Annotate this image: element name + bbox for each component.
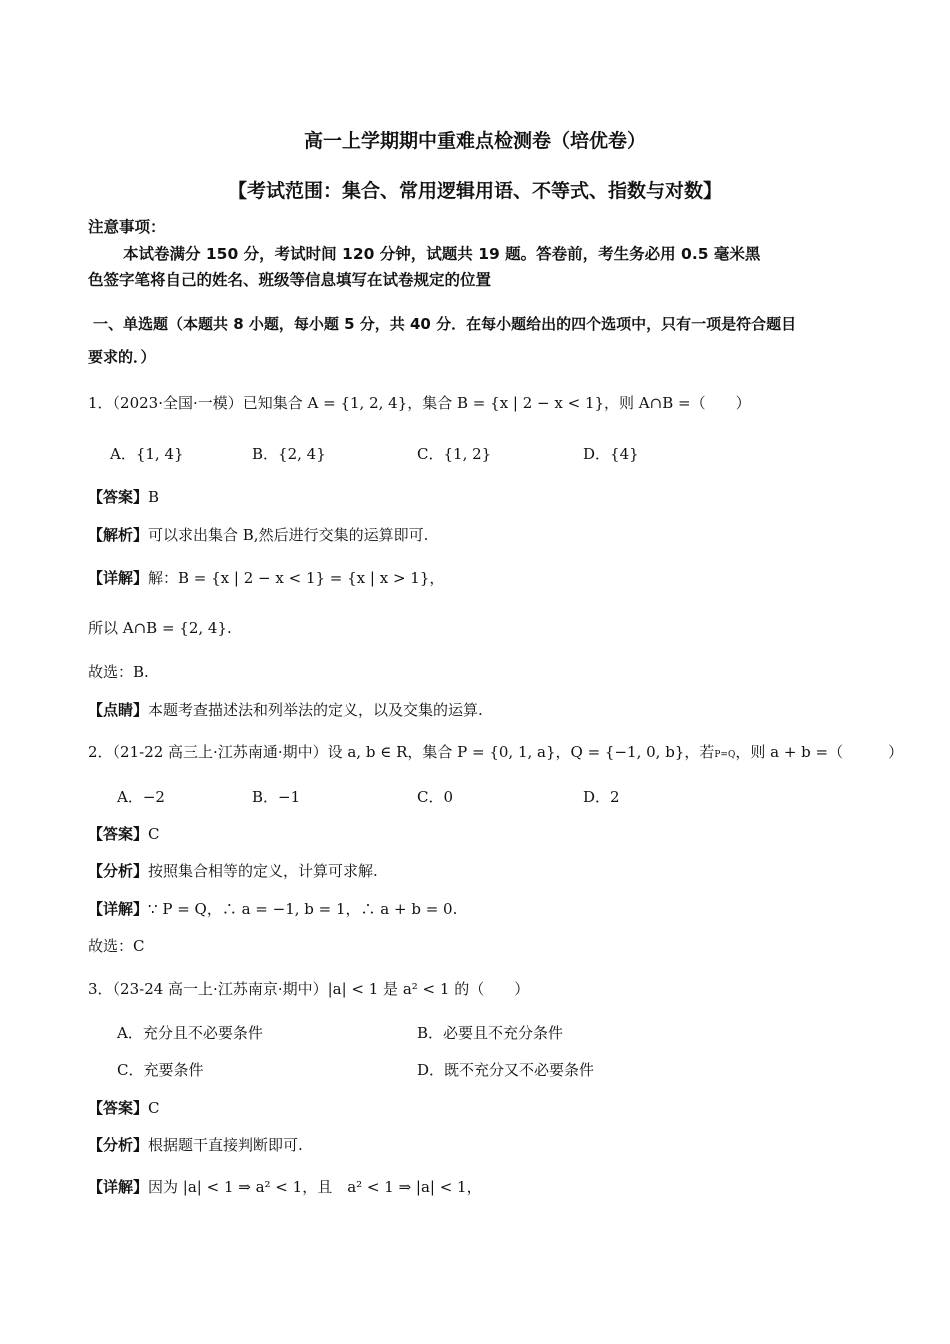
answer-tag: 【答案】 — [88, 488, 149, 506]
question-3-stem: 3．（23-24 高一上·江苏南京·期中）|a| < 1 是 a² < 1 的（ ） — [88, 980, 530, 998]
detail-text: 解：B = {x | 2 − x < 1} = {x | x > 1}， — [148, 569, 445, 587]
comment-text: 本题考查描述法和列举法的定义，以及交集的运算. — [148, 701, 483, 719]
question-2-analysis — [88, 860, 378, 881]
question-2-stem — [88, 741, 903, 762]
answer-value: B — [148, 488, 160, 506]
question-2-stem-end: ，则 a + b =（ ） — [735, 743, 904, 761]
section-heading-line-2: 要求的．） — [88, 348, 156, 366]
question-2-answer — [88, 823, 160, 844]
question-2-condition: P=Q — [714, 750, 736, 760]
analysis-tag: 【分析】 — [88, 1136, 149, 1154]
question-3-option-d: D．既不充分又不必要条件 — [417, 1061, 595, 1079]
detail-text: ∵ P = Q，∴ a = −1, b = 1，∴ a + b = 0. — [148, 900, 458, 918]
question-1-conclusion: 所以 A∩B = {2, 4}. — [88, 619, 232, 637]
question-2-stem-text: 2．（21-22 高三上·江苏南通·期中）设 a, b ∈ R，集合 P = {0, 1, a}，Q = {−1, 0, b}，若 — [88, 743, 715, 761]
answer-value: C — [148, 1099, 160, 1117]
question-1-comment — [88, 699, 483, 720]
question-2-option-d: D．2 — [583, 788, 620, 806]
question-3-answer — [88, 1097, 160, 1118]
page-subtitle: 【考试范围：集合、常用逻辑用语、不等式、指数与对数】 — [227, 180, 722, 202]
question-2-detail — [88, 898, 457, 919]
question-2-option-a: A．−2 — [117, 788, 165, 806]
question-3-detail — [88, 1176, 482, 1197]
question-1-option-a: A．{1, 4} — [110, 445, 184, 463]
question-3-option-c: C．充要条件 — [117, 1061, 204, 1079]
analysis-tag: 【分析】 — [88, 862, 149, 880]
question-1-stem: 1．（2023·全国·一模）已知集合 A = {1, 2, 4}，集合 B = {x | 2 − x < 1}，则 A∩B =（ ） — [88, 394, 751, 412]
analysis-text: 按照集合相等的定义，计算可求解. — [148, 862, 378, 880]
detail-text: 因为 |a| < 1 ⇒ a² < 1，且 a² < 1 ⇒ |a| < 1， — [148, 1178, 482, 1196]
question-1-option-b: B．{2, 4} — [252, 445, 326, 463]
question-3-analysis — [88, 1134, 303, 1155]
question-1-answer — [88, 486, 159, 507]
question-1-choose: 故选：B. — [88, 663, 149, 681]
answer-value: C — [148, 825, 160, 843]
question-1-detail — [88, 567, 444, 588]
page-title: 高一上学期期中重难点检测卷（培优卷） — [303, 130, 646, 152]
answer-tag: 【答案】 — [88, 825, 149, 843]
detail-tag: 【详解】 — [88, 569, 149, 587]
notice-line-1: 本试卷满分 150 分，考试时间 120 分钟，试题共 19 题。答卷前，考生务必用 0.5 毫米黑 — [123, 245, 761, 263]
analysis-tag: 【解析】 — [88, 526, 149, 544]
detail-tag: 【详解】 — [88, 1178, 149, 1196]
question-2-option-b: B．−1 — [252, 788, 301, 806]
analysis-text: 可以求出集合 B,然后进行交集的运算即可. — [148, 526, 429, 544]
detail-tag: 【详解】 — [88, 900, 149, 918]
section-heading-line-1: 一、单选题（本题共 8 小题，每小题 5 分，共 40 分．在每小题给出的四个选项中，只有一项是符合题目 — [93, 315, 797, 333]
question-2-option-c: C．0 — [417, 788, 454, 806]
answer-tag: 【答案】 — [88, 1099, 149, 1117]
question-3-option-b: B．必要且不充分条件 — [417, 1024, 564, 1042]
analysis-text: 根据题干直接判断即可. — [148, 1136, 303, 1154]
question-1-option-d: D．{4} — [583, 445, 639, 463]
question-2-choose: 故选：C — [88, 937, 145, 955]
question-3-option-a: A．充分且不必要条件 — [117, 1024, 263, 1042]
comment-tag: 【点睛】 — [88, 701, 149, 719]
notice-line-2: 色签字笔将自己的姓名、班级等信息填写在试卷规定的位置 — [88, 271, 492, 289]
notice-label: 注意事项： — [88, 218, 166, 236]
question-1-option-c: C．{1, 2} — [417, 445, 492, 463]
question-1-analysis — [88, 524, 428, 545]
